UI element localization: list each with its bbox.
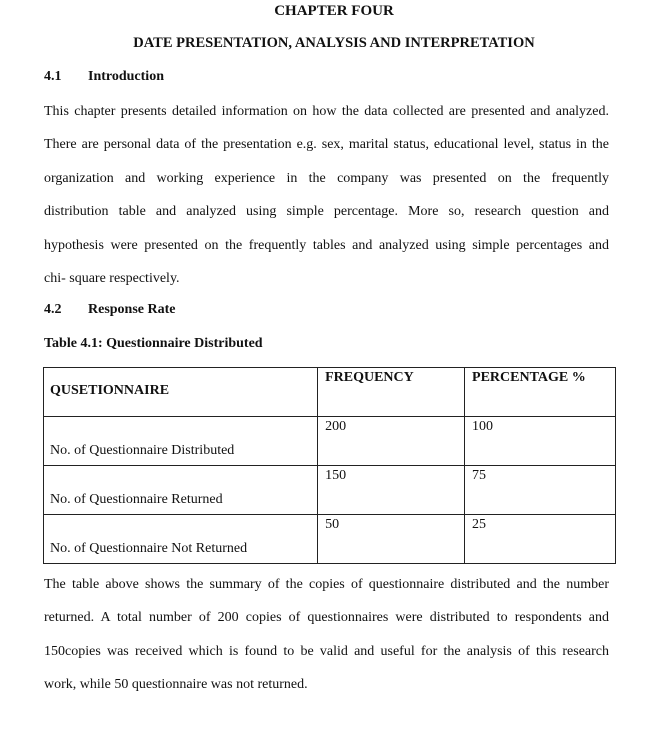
row-frequency: 200	[325, 419, 347, 434]
table-row	[44, 515, 616, 564]
paragraph-line: This chapter presents detailed information on how the data collected are presented and analyzed.	[44, 104, 609, 119]
paragraph-line: distribution table and analyzed using simple percentage. More so, research question and	[44, 204, 609, 220]
section-title: Response Rate	[88, 302, 176, 317]
paragraph-line: organization and working experience in the company was presented on the frequently	[44, 170, 609, 186]
row-frequency: 50	[325, 517, 340, 532]
chapter-title: CHAPTER FOUR	[274, 3, 394, 19]
paragraph-line: There are personal data of the presentation e.g. sex, marital status, educational level, status in the	[44, 137, 609, 153]
header-percentage: PERCENTAGE %	[472, 370, 586, 385]
table-header-row	[44, 368, 616, 417]
row-label: No. of Questionnaire Distributed	[50, 443, 235, 458]
table-caption: Table 4.1: Questionnaire Distributed	[44, 336, 263, 351]
summary-paragraph	[44, 568, 609, 702]
row-label: No. of Questionnaire Returned	[50, 492, 223, 507]
row-percentage: 100	[472, 419, 494, 434]
paragraph-line: hypothesis were presented on the frequently tables and analyzed using simple percentages and	[44, 237, 609, 253]
chapter-subtitle: DATE PRESENTATION, ANALYSIS AND INTERPRETATION	[133, 35, 535, 51]
table-header-cell	[465, 368, 616, 417]
paragraph-line: chi- square respectively.	[44, 271, 180, 287]
header-questionnaire: QUSETIONNAIRE	[50, 383, 170, 398]
section-heading-4-1	[44, 69, 164, 85]
section-heading-4-2	[44, 302, 176, 318]
section-title: Introduction	[88, 69, 164, 84]
paragraph-line: returned. A total number of 200 copies of questionnaires were distributed to respondents and	[44, 610, 609, 626]
row-percentage: 75	[472, 468, 487, 483]
paragraph-line: The table above shows the summary of the copies of questionnaire distributed and the number	[44, 577, 609, 592]
header-frequency: FREQUENCY	[325, 370, 414, 385]
questionnaire-table	[43, 367, 616, 564]
paragraph-line: 150copies was received which is found to be valid and useful for the analysis of this research	[44, 643, 609, 659]
section-number: 4.1	[44, 69, 62, 84]
paragraph-line: work, while 50 questionnaire was not returned.	[44, 677, 308, 693]
row-frequency: 150	[325, 468, 347, 483]
table-row	[44, 417, 616, 466]
row-label: No. of Questionnaire Not Returned	[50, 541, 248, 556]
section-number: 4.2	[44, 302, 62, 317]
table-row	[44, 466, 616, 515]
intro-paragraph	[44, 95, 609, 295]
table-header-cell	[318, 368, 465, 417]
row-percentage: 25	[472, 517, 487, 532]
table-header-cell	[44, 368, 318, 417]
